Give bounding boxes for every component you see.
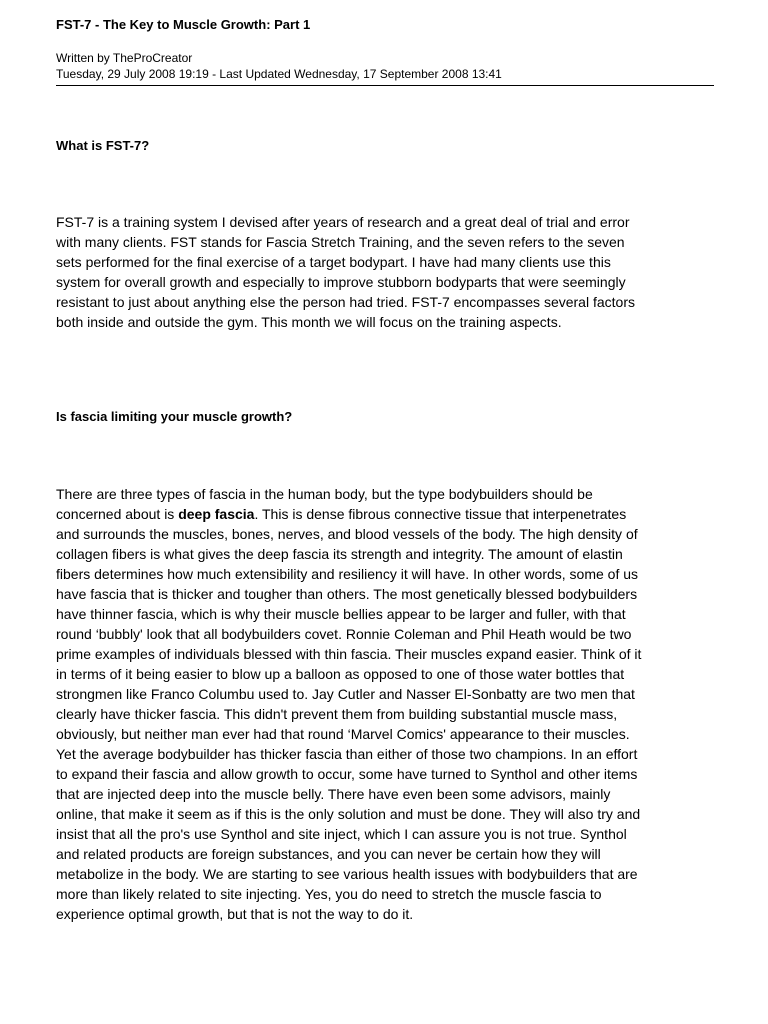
author-line: Written by TheProCreator [56,51,193,65]
paragraph-line: There are three types of fascia in the human body, but the type bodybuilders should be [56,486,593,502]
paragraph-line: Yet the average bodybuilder has thicker fascia than either of those two champions. In an effort [56,746,638,762]
text-run: concerned about is [56,506,179,522]
paragraph-line: system for overall growth and especially to improve stubborn bodyparts that were seemingly [56,274,626,290]
paragraph-fascia [56,484,716,924]
paragraph-line: have fascia that is thicker and tougher than others. The most genetically blessed bodybuilders [56,586,638,602]
paragraph-line: more than likely related to site injecting. Yes, you do need to stretch the muscle fascia to [56,886,602,902]
paragraph-line: with many clients. FST stands for Fascia Stretch Training, and the seven refers to the seven [56,234,625,250]
paragraph-intro [56,212,716,332]
paragraph-line: in terms of it being easier to blow up a balloon as opposed to one of those water bottles that [56,666,625,682]
paragraph-line: both inside and outside the gym. This month we will focus on the training aspects. [56,314,562,330]
paragraph-line: sets performed for the final exercise of a target bodypart. I have had many clients use this [56,254,611,270]
paragraph-line: strongmen like Franco Columbu used to. Jay Cutler and Nasser El-Sonbatty are two men that [56,686,635,702]
paragraph-line: prime examples of individuals blessed with thin fascia. Their muscles expand easier. Think of it [56,646,642,662]
paragraph-line: obviously, but neither man ever had that round ‘Marvel Comics' appearance to their muscles. [56,726,630,742]
paragraph-line: resistant to just about anything else the person had tried. FST-7 encompasses several factors [56,294,635,310]
paragraph-line: FST-7 is a training system I devised after years of research and a great deal of trial and error [56,214,630,230]
header-divider [56,85,714,86]
deep-fascia-emphasis: deep fascia [178,506,255,522]
article-meta [56,50,502,82]
paragraph-line: online, that make it seem as if this is the only solution and must be done. They will also try and [56,806,641,822]
paragraph-line: and related products are foreign substances, and you can never be certain how they will [56,846,601,862]
paragraph-line: experience optimal growth, but that is not the way to do it. [56,906,414,922]
paragraph-line: clearly have thicker fascia. This didn't prevent them from building substantial muscle mass, [56,706,618,722]
paragraph-line: that are injected deep into the muscle belly. There have even been some advisors, mainly [56,786,611,802]
section-heading-what-is-fst7: What is FST-7? [56,138,150,153]
paragraph-line: and surrounds the muscles, bones, nerves, and blood vessels of the body. The high density of [56,526,638,542]
paragraph-line: round ‘bubbly' look that all bodybuilders covet. Ronnie Coleman and Phil Heath would be two [56,626,632,642]
section-heading-fascia-limiting: Is fascia limiting your muscle growth? [56,409,293,424]
text-run: . This is dense fibrous connective tissue that interpenetrates [254,506,627,522]
paragraph-line-with-emphasis [56,504,716,524]
article-title: FST-7 - The Key to Muscle Growth: Part 1 [56,17,311,32]
paragraph-line: insist that all the pro's use Synthol and site inject, which I can assure you is not true. Synthol [56,826,627,842]
paragraph-line: collagen fibers is what gives the deep fascia its strength and integrity. The amount of elastin [56,546,623,562]
date-line: Tuesday, 29 July 2008 19:19 - Last Updated Wednesday, 17 September 2008 13:41 [56,67,502,81]
paragraph-line: have thinner fascia, which is why their muscle bellies appear to be larger and fuller, with that [56,606,626,622]
paragraph-line: to expand their fascia and allow growth to occur, some have turned to Synthol and other items [56,766,638,782]
paragraph-line: metabolize in the body. We are starting to see various health issues with bodybuilders that are [56,866,638,882]
paragraph-line: fibers determines how much extensibility and resiliency it will have. In other words, some of us [56,566,639,582]
